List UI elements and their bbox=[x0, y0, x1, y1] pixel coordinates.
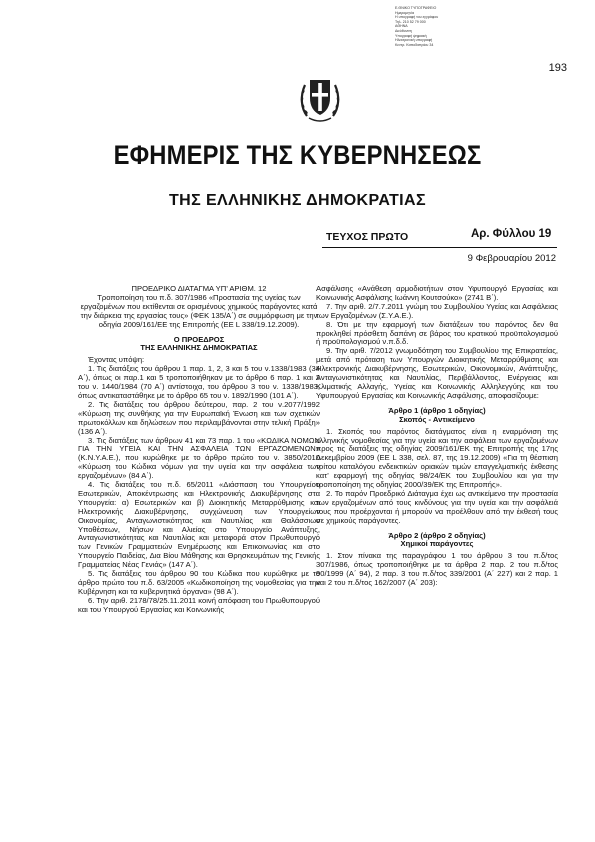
decree-intro: Τροποποίηση του π.δ. 307/1986 «Προστασία της υγείας των εργαζομένων που εκτίθενται σε ορισμένους χημικούς παράγοντες κατά την διάρκεια της εργασίας τους» (ΦΕΚ 135/Α΄) σε συμμόρφωση με την οδηγία 2009/161/ΕΕ της Επιτροπής (ΕΕ L 338/19.12.2009). bbox=[80, 292, 318, 329]
greek-coat-of-arms-icon bbox=[299, 72, 341, 126]
article-2-subheading: Χημικοί παράγοντες bbox=[400, 539, 474, 549]
publisher-line: ΑΘΗΝΑ bbox=[395, 24, 408, 29]
paragraph: 1. Σκοπός του παρόντος διατάγματος είναι η εναρμόνιση της ελληνικής νομοθεσίας για την υγεία και την ασφάλεια των εργαζομένων προς τις διατάξεις της οδηγίας 2009/161/ΕΚ της Επιτροπής της 17ης Δεκεμβρίου 2009 (ΕΕ L 338, σελ. 87, της 19.12.2009) «Για τη θέσπιση τρίτου καταλόγου ενδεικτικών οριακών τιμών επαγγελματικής έκθεσης κατ’ εφαρμογή της οδηγίας 98/24/ΕΚ του Συμβουλίου και για την τροποποίηση της οδηγίας 2000/39/ΕΚ της Επιτροπής». bbox=[316, 426, 558, 490]
left-column bbox=[78, 285, 320, 615]
considering-label: Έχοντας υπόψη: bbox=[88, 355, 145, 365]
gazette-title: ΕΦΗΜΕΡΙΣ ΤΗΣ ΚΥΒΕΡΝΗΣΕΩΣ bbox=[113, 140, 482, 170]
publisher-line: Ημερομηνία bbox=[395, 10, 415, 15]
paragraph: 9. Την αριθ. 7/2012 γνωμοδότηση του Συμβουλίου της Επικρατείας, μετά από πρόταση των Υπουργών Διοικητικής Μεταρρύθμισης και Ηλεκτρονικής Διακυβέρνησης, Εσωτερικών, Οικονομικών, Ανάπτυξης, Ανταγωνιστικότητας και Ναυτιλίας, Περιβάλλοντος, Ενέργειας και Κλιματικής Αλλαγής, Υγείας και Κοινωνικής Αλληλεγγύης και του Υφυπουργού Εργασίας και Κοινωνικής Ασφάλισης, αποφασίζουμε: bbox=[316, 346, 558, 400]
paragraph: 4. Τις διατάξεις του π.δ. 65/2011 «Διάσπαση του Υπουργείου Εσωτερικών, Αποκέντρωσης και Ηλεκτρονικής Διακυβέρνησης στα Υπουργεία: α) Εσωτερικών και β) Διοικητικής Μεταρρύθμισης και Ηλεκτρονικής Διακυβέρνησης, συγχώνευση των Υπουργείων Οικονομίας, Ανταγωνιστικότητας και Ναυτιλίας και Θαλάσσιων Υποθέσεων, Νήσων και Αλιείας στο Υπουργείο Ανάπτυξης, Ανταγωνιστικότητας και Ναυτιλίας και μεταφορά στον Πρωθυπουργό των Γενικών Γραμματειών Ενημέρωσης και Επικοινωνίας και στο Υπουργείο Παιδείας, Δια Βίου Μάθησης και Θρησκευμάτων της Γενικής Γραμματείας Νέας Γενιάς» (147 Α΄). bbox=[78, 480, 320, 570]
article-1-heading: Άρθρο 1 (άρθρο 1 οδηγίας) bbox=[388, 405, 486, 415]
publisher-line: Η υπογραφή του εγγράφου bbox=[395, 15, 439, 20]
paragraph: 2. Το παρόν Προεδρικό Διάταγμα έχει ως αντικείμενο την προστασία των εργαζομένων από τους κινδύνους για την υγεία και την ασφάλειά τους που προέρχονται ή μπορούν να προέλθουν από την έκθεσή τους σε χημικούς παράγοντες. bbox=[316, 488, 558, 525]
right-column bbox=[316, 285, 558, 588]
president-heading: Ο ΠΡΟΕΔΡΟΣ bbox=[173, 334, 225, 344]
publisher-line: Ηλεκτρονική υπογραφή bbox=[395, 38, 433, 43]
publisher-info bbox=[395, 6, 465, 47]
publisher-line: Ε.ΘΝΙΚΟ ΤΥΠΟΓΡΑΦΕΙΟ bbox=[395, 6, 437, 10]
decree-heading: ΠΡΟΕΔΡΙΚΟ ΔΙΑΤΑΓΜΑ ΥΠ’ ΑΡΙΘΜ. 12 bbox=[131, 284, 267, 293]
paragraph: 6. Την αριθ. 2178/78/25.11.2011 κοινή απόφαση του Πρωθυπουργού και του Υπουργού Εργασίας και Κοινωνικής bbox=[78, 595, 320, 614]
paragraph: Ασφάλισης «Ανάθεση αρμοδιοτήτων στον Υφυπουργό Εργασίας και Κοινωνικής Ασφάλισης Ιωάννη Κουτσούκο» (2741 Β΄). bbox=[316, 284, 558, 302]
paragraph: 3. Τις διατάξεις των άρθρων 41 και 73 παρ. 1 του «ΚΩΔΙΚΑ ΝΟΜΩΝ ΓΙΑ ΤΗΝ ΥΓΕΙΑ ΚΑΙ ΤΗΝ ΑΣΦΑΛΕΙΑ ΤΩΝ ΕΡΓΑΖΟΜΕΝΩΝ» (Κ.Ν.Υ.Α.Ε.), που κυρώθηκε με το άρθρο πρώτο του ν. 3850/2010 «Κύρωση του Κώδικα νόμων για την υγεία και την ασφάλεια των εργαζομένων» (84 Α΄). bbox=[78, 435, 320, 481]
page-number: 193 bbox=[548, 62, 567, 74]
publisher-line: Διεύθυνση bbox=[395, 28, 412, 33]
publisher-line: Υπογραφή ψηφιακή bbox=[395, 33, 427, 38]
paragraph: 7. Την αριθ. 2/7.7.2011 γνώμη του Συμβουλίου Υγείας και Ασφάλειας των Εργαζομένων (Σ.Υ.Α.Ε.). bbox=[316, 301, 558, 320]
header-divider bbox=[322, 247, 557, 248]
paragraph: 2. Τις διατάξεις του άρθρου δεύτερου, παρ. 2 του ν.2077/1992 «Κύρωση της συνθήκης για την Ευρωπαϊκή Ένωση και των σχετικών πρωτοκόλλων και δηλώσεων που περιλαμβάνονται στην τελική Πράξη» (136 Α΄). bbox=[78, 399, 320, 436]
publisher-line: Κεντρ. Καποδιστρίου 34 bbox=[395, 42, 434, 47]
publisher-line: Τηλ. 210 52 79 000 bbox=[395, 19, 426, 24]
paragraph: 5. Τις διατάξεις του άρθρου 90 του Κώδικα που κυρώθηκε με το άρθρο πρώτο του π.δ. 63/2005 «Κωδικοποίηση της νομοθεσίας για την Κυβέρνηση και τα κυβερνητικά όργανα» (98 Α΄). bbox=[78, 569, 320, 596]
paragraph: 1. Τις διατάξεις του άρθρου 1 παρ. 1, 2, 3 και 5 του ν.1338/1983 (34 Α΄), όπως οι παρ.1 και 5 τροποποιήθηκαν με το άρθρο 6 παρ. 1 και 2 του ν. 1440/1984 (70 Α΄) αντίστοιχα, του άρθρου 3 του ν. 1338/1983, όπως αντικαταστάθηκε με το άρθρο 65 του ν. 1892/1990 (101 Α΄). bbox=[78, 364, 320, 400]
gazette-subtitle: ΤΗΣ ΕΛΛΗΝΙΚΗΣ ΔΗΜΟΚΡΑΤΙΑΣ bbox=[169, 192, 426, 209]
article-1-subheading: Σκοπός - Αντικείμενο bbox=[399, 414, 475, 424]
paragraph: 8. Ότι με την εφαρμογή των διατάξεων του παρόντος δεν θα προκληθεί πρόσθετη δαπάνη σε βάρος του κρατικού προϋπολογισμού ή προϋπολογισμού ν.π.δ.δ. bbox=[316, 319, 558, 347]
article-2-heading: Άρθρο 2 (άρθρο 2 οδηγίας) bbox=[388, 530, 486, 540]
issue-label: ΤΕΥΧΟΣ ΠΡΩΤΟ bbox=[326, 231, 409, 243]
issue-date: 9 Φεβρουαρίου 2012 bbox=[467, 253, 556, 264]
paragraph: 1. Στον πίνακα της παραγράφου 1 του άρθρου 3 του π.δ/τος 307/1986, όπως τροποποιήθηκε με τα άρθρα 2 παρ. 2 του π.δ/τος 90/1999 (Α΄ 94), 2 παρ. 3 του π.δ/τος 339/2001 (Α΄ 227) και 2 παρ. 1 και 2 του π.δ/τος 162/2007 (Α΄ 203): bbox=[316, 551, 558, 588]
president-subheading: ΤΗΣ ΕΛΛΗΝΙΚΗΣ ΔΗΜΟΚΡΑΤΙΑΣ bbox=[140, 343, 258, 353]
sheet-number: Αρ. Φύλλου 19 bbox=[471, 228, 552, 240]
